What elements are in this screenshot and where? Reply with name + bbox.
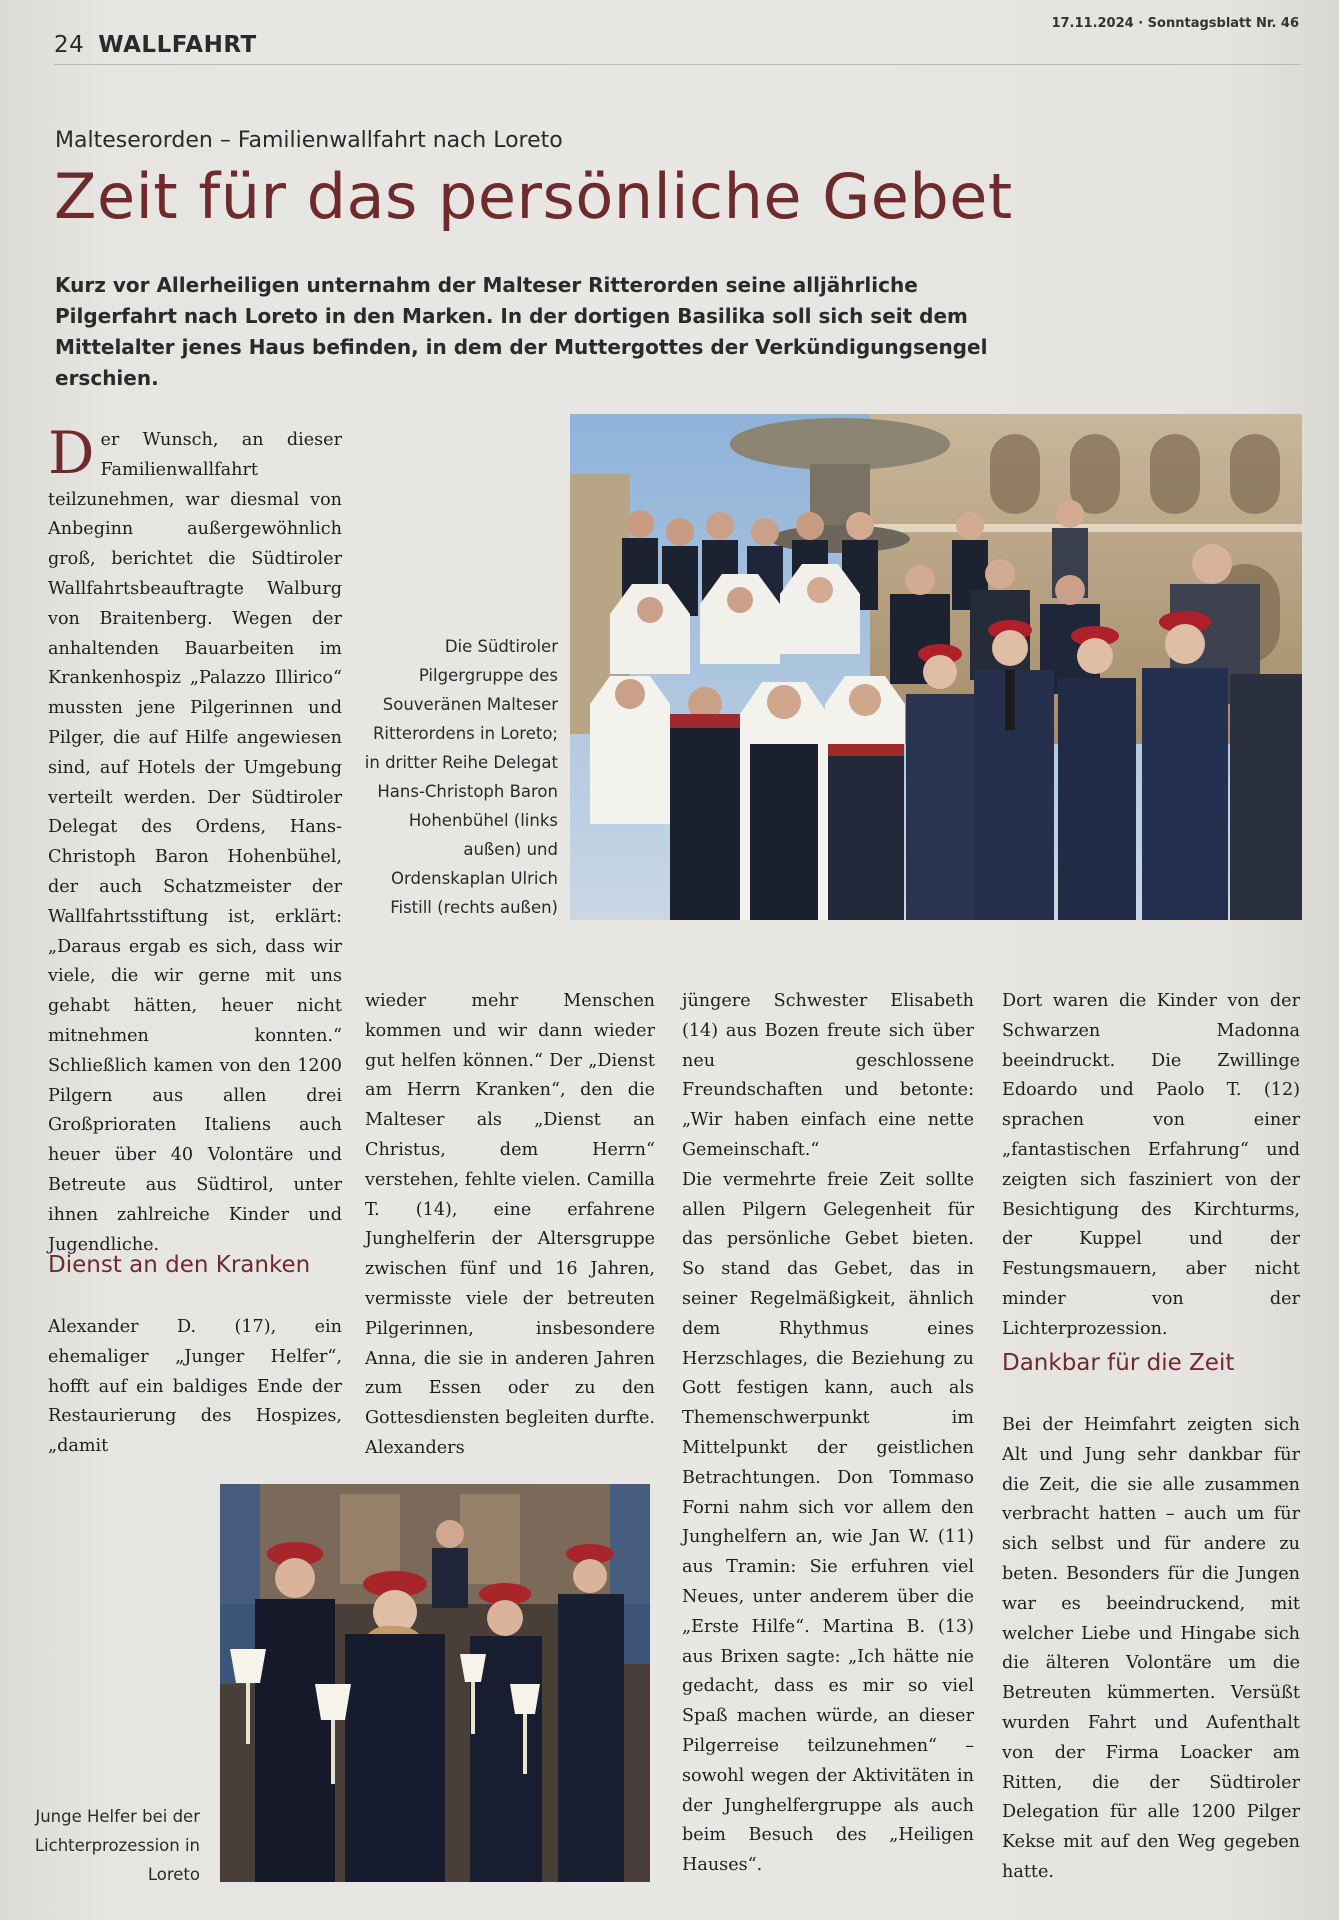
group-photo-caption: Die Südtiroler Pilgergruppe des Souveränen Malteser Ritterordens in Loreto; in dritter Reihe Delegat Hans-Christoph Baron Hohenbühel (links außen) und Ordenskaplan Ulrich Fistill (rechts außen) (364, 637, 558, 917)
dropcap: D (48, 419, 95, 487)
page-number: 24 (54, 32, 85, 58)
article-headline: Zeit für das persönliche Gebet (54, 160, 1013, 233)
article-column-1-continued (48, 1313, 342, 1462)
group-photo (570, 414, 1302, 920)
article-kicker: Malteserorden – Familienwallfahrt nach Loreto (55, 128, 563, 153)
header-rule (54, 64, 1301, 65)
subhead-dienst-an-den-kranken: Dienst an den Kranken (48, 1252, 311, 1278)
article-column-3 (682, 987, 974, 1881)
column-4b-text: Bei der Heimfahrt zeigten sich Alt und Jung sehr dankbar für die Zeit, die sie alle zusammen verbracht hatten – auch um für sich selbst und für andere zu beten. Besonders für die Jungen war es beeindruckend, mit welcher Liebe und Hingabe sich die älteren Volontäre um die Betreuten kümmerten. Versüßt wurden Fahrt und Aufenthalt von der Firma Loacker am Ritten, die der Südtiroler Delegation für alle 1200 Pilger Kekse mit auf den Weg gegeben hatte. (1002, 1415, 1300, 1882)
article-column-1 (48, 419, 342, 1260)
column-3-text-1: jüngere Schwester Elisabeth (14) aus Bozen freute sich über neu geschlossene Freundschaften und betonte: „Wir haben einfach eine nette Gemeinschaft.“ (682, 991, 974, 1160)
group-photo-illustration (570, 414, 1302, 920)
procession-photo-illustration (220, 1484, 650, 1882)
article-column-2 (365, 987, 655, 1464)
page-header (54, 32, 257, 58)
column-3-text-2: Die vermehrte freie Zeit sollte allen Pilgern Gelegenheit für das persönliche Gebet bieten. So stand das Gebet, das in seiner Regelmäßigkeit, ähnlich dem Rhythmus eines Herzschlages, die Beziehung zu Gott festigen kann, auch als Themenschwerpunkt im Mittelpunkt der geistlichen Betrachtungen. Don Tommaso Forni nahm sich vor allem den Junghelfern an, wie Jan W. (11) aus Tramin: Sie erfuhren viel Neues, unter anderem über die „Erste Hilfe“. Martina B. (13) aus Brixen sagte: „Ich hätte nie gedacht, dass es mir so viel Spaß machen würde, an dieser Pilgerreise teilzunehmen“ – sowohl wegen der Aktivitäten in der Junghelfergruppe als auch beim Besuch des „Heiligen Hauses“. (682, 1169, 974, 1876)
procession-photo (220, 1484, 650, 1882)
section-name: WALLFAHRT (98, 32, 257, 58)
column-2-text: wieder mehr Menschen kommen und wir dann wieder gut helfen können.“ Der „Dienst am Herrn Kranken“, den die Malteser als „Dienst an Christus, dem Herrn“ verstehen, fehlte vielen. Camilla T. (14), eine erfahrene Junghelferin der Altersgruppe zwischen fünf und 16 Jahren, vermisste viele der betreuten Pilgerinnen, insbesondere Anna, die sie in anderen Jahren zum Essen oder zu den Gottesdiensten begleiten durfte. Alexanders (365, 991, 655, 1458)
article-column-4-continued (1002, 1411, 1300, 1888)
procession-photo-caption: Junge Helfer bei der Lichterprozession in Loreto (34, 1807, 200, 1884)
column-1-text: er Wunsch, an dieser Familienwallfahrt teilzunehmen, war diesmal von Anbeginn außergewöhnlich groß, berichtet die Südtiroler Wallfahrtsbeauftragte Walburg von Braitenberg. Wegen der anhaltenden Bauarbeiten im Krankenhospiz „Palazzo Illirico“ mussten jene Pilgerinnen und Pilger, die auf Hilfe angewiesen sind, auf Hotels der Umgebung verteilt werden. Der Südtiroler Delegat des Ordens, Hans-Christoph Baron Hohenbühel, der auch Schatzmeister der Wallfahrtsstiftung ist, erklärt: „Daraus ergab es sich, dass wir viele, die wir gerne mit uns gehabt hätten, heuer nicht mitnehmen konnten.“ Schließlich kamen von den 1200 Pilgern aus allen drei Großprioraten Italiens auch heuer über 40 Volontäre und Betreute aus Südtirol, unter ihnen zahlreiche Kinder und Jugendliche. (48, 430, 342, 1255)
article-column-4 (1002, 987, 1300, 1345)
issue-info: 17.11.2024 · Sonntagsblatt Nr. 46 (1051, 16, 1299, 31)
column-4-text: Dort waren die Kinder von der Schwarzen Madonna beeindruckt. Die Zwillinge Edoardo und Paolo T. (12) sprachen von einer „fantastischen Erfahrung“ und zeigten sich fasziniert von der Besichtigung des Kirchturms, der Kuppel und der Festungsmauern, aber nicht minder von der Lichterprozession. (1002, 991, 1300, 1339)
subhead-dankbar-fuer-die-zeit: Dankbar für die Zeit (1002, 1350, 1235, 1376)
column-1b-text: Alexander D. (17), ein ehemaliger „Junger Helfer“, hofft auf ein baldiges Ende der Restaurierung des Hospizes, „damit (48, 1317, 342, 1457)
article-lead: Kurz vor Allerheiligen unternahm der Malteser Ritterorden seine alljährliche Pilgerfahrt nach Loreto in den Marken. In der dortigen Basilika soll sich seit dem Mittelalter jenes Haus befinden, in dem der Muttergottes der Verkündigungsengel erschien. (55, 273, 988, 390)
